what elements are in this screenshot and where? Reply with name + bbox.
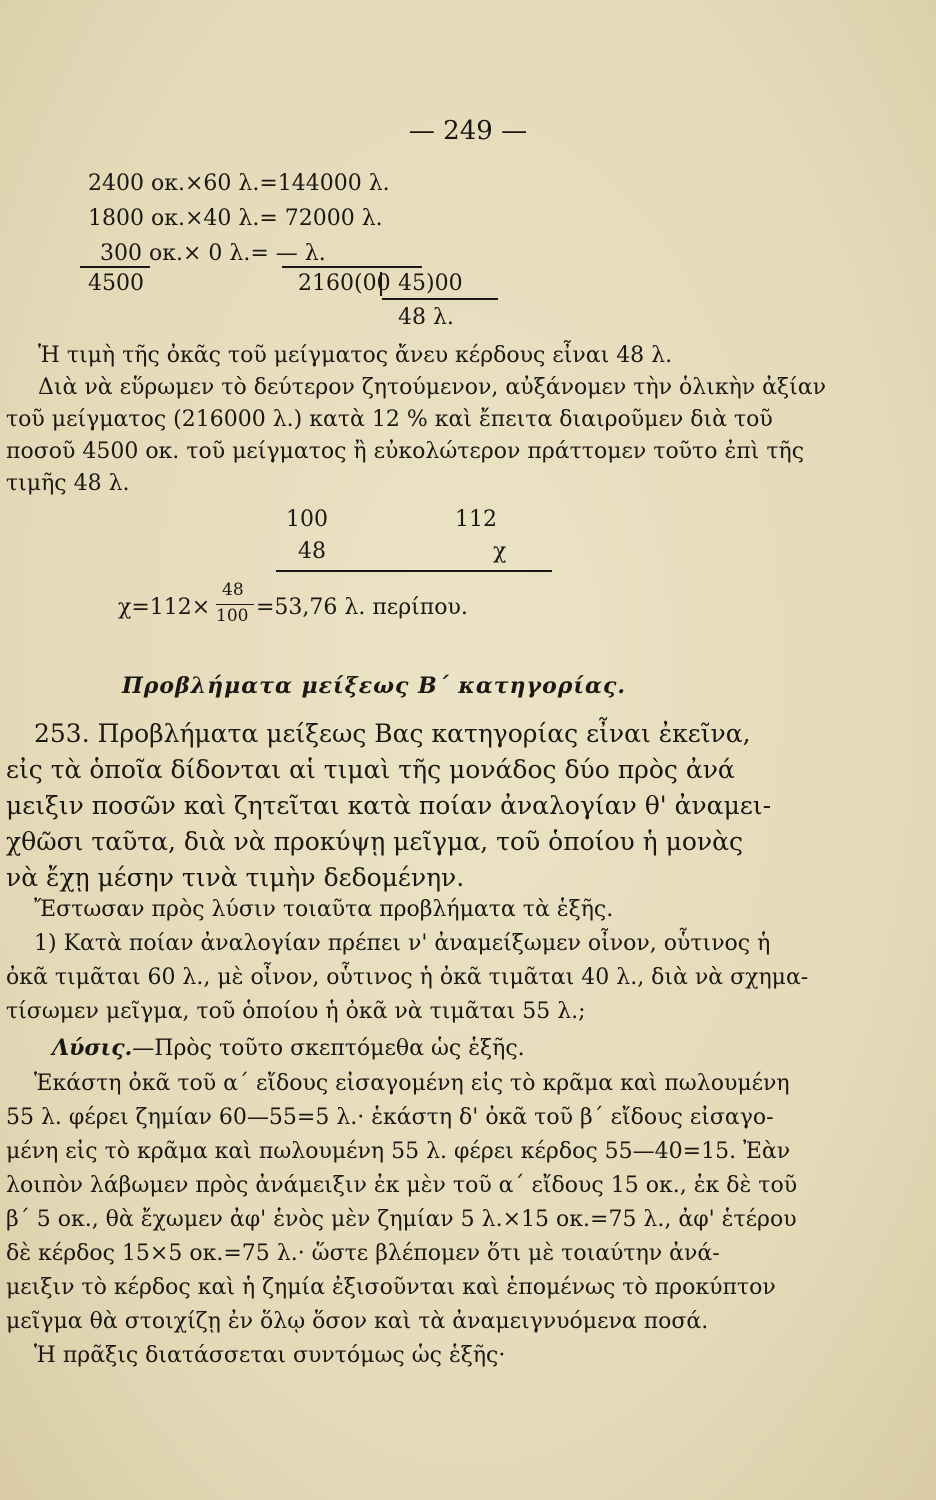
- division-vrule: [380, 272, 382, 296]
- problem1-line: τίσωμεν μεῖγμα, τοῦ ὁποίου ἡ ὀκᾶ νὰ τιμᾶται 55 λ.;: [6, 999, 586, 1024]
- proportion-c: 48: [298, 539, 326, 564]
- solution-para-line: β΄ 5 οκ., θὰ ἔχωμεν ἀφ' ἑνὸς μὲν ζημίαν 5 λ.×15 οκ.=75 λ., ἀφ' ἑτέρου: [6, 1207, 797, 1232]
- intro-line: Ἔστωσαν πρὸς λύσιν τοιαῦτα προβλήματα τὰ ἑξῆς.: [34, 897, 614, 922]
- calc-quotient: 48 λ.: [398, 305, 454, 330]
- formula-denominator: 100: [216, 606, 249, 626]
- formula-fraction-bar: [216, 604, 254, 605]
- solution-para-line: 55 λ. φέρει ζημίαν 60—55=5 λ.· ἑκάστη δ' ὀκᾶ τοῦ β΄ εἴδους εἰσαγο-: [6, 1105, 774, 1130]
- para1-line: Ἡ τιμὴ τῆς ὀκᾶς τοῦ μείγματος ἄνευ κέρδους εἶναι 48 λ.: [38, 343, 673, 368]
- proportion-b: 112: [455, 507, 497, 532]
- solution-para-line: μειξιν τὸ κέρδος καὶ ἡ ζημία ἐξισοῦνται καὶ ἑπομένως τὸ προκύπτον: [6, 1275, 776, 1300]
- para253-line: 253. Προβλήματα μείξεως Βας κατηγορίας εἶναι ἐκεῖνα,: [34, 719, 751, 748]
- para253-line: μειξιν ποσῶν καὶ ζητεῖται κατὰ ποίαν ἀναλογίαν θ' ἀναμει-: [6, 791, 772, 820]
- proportion-d: χ: [493, 539, 507, 564]
- section-heading: Προβλήματα μείξεως Β΄ κατηγορίας.: [122, 673, 627, 699]
- para1-line: τοῦ μείγματος (216000 λ.) κατὰ 12 % καὶ ἔπειτα διαιροῦμεν διὰ τοῦ: [6, 407, 773, 432]
- formula-lhs: χ=112×: [118, 595, 211, 620]
- sum-rule-right: [282, 266, 422, 268]
- page-number: — 249 —: [408, 116, 528, 146]
- calc-row-1: 2400 οκ.×60 λ.=144000 λ.: [88, 171, 390, 196]
- solution-para-line: μεῖγμα θὰ στοιχίζῃ ἐν ὅλῳ ὅσον καὶ τὰ ἀναμειγνυόμενα ποσά.: [6, 1309, 709, 1334]
- para253-line: νὰ ἔχῃ μέσην τινὰ τιμὴν δεδομένην.: [6, 863, 465, 892]
- solution-para-line: Ἑκάστη ὀκᾶ τοῦ α΄ εἴδους εἰσαγομένη εἰς τὸ κρᾶμα καὶ πωλουμένη: [34, 1071, 790, 1096]
- solution-para-line: λοιπὸν λάβωμεν πρὸς ἀνάμειξιν ἐκ μὲν τοῦ α΄ εἴδους 15 οκ., ἐκ δὲ τοῦ: [6, 1173, 798, 1198]
- para253-line: χθῶσι ταῦτα, διὰ νὰ προκύψῃ μεῖγμα, τοῦ ὁποίου ἡ μονὰς: [6, 827, 743, 856]
- problem1-line: 1) Κατὰ ποίαν ἀναλογίαν πρέπει ν' ἀναμείξωμεν οἶνον, οὗτινος ἡ: [34, 931, 771, 956]
- calc-row-3: 300 οκ.× 0 λ.= — λ.: [100, 241, 326, 266]
- problem1-line: ὀκᾶ τιμᾶται 60 λ., μὲ οἶνον, οὗτινος ἡ ὀκᾶ τιμᾶται 40 λ., διὰ νὰ σχημα-: [6, 965, 809, 990]
- formula-numerator: 48: [222, 580, 244, 600]
- para1-line: Διὰ νὰ εὕρωμεν τὸ δεύτερον ζητούμενον, αὐξάνομεν τὴν ὁλικὴν ἀξίαν: [38, 375, 826, 400]
- solution-text: —Πρὸς τοῦτο σκεπτόμεθα ὡς ἑξῆς.: [132, 1036, 525, 1061]
- formula-rhs: =53,76 λ. περίπου.: [256, 595, 468, 620]
- division-rule: [382, 298, 498, 300]
- closing-line: Ἡ πρᾶξις διατάσσεται συντόμως ὡς ἑξῆς·: [34, 1343, 506, 1368]
- solution-para-line: μένη εἰς τὸ κρᾶμα καὶ πωλουμένη 55 λ. φέρει κέρδος 55—40=15. Ἐὰν: [6, 1139, 791, 1164]
- proportion-a: 100: [286, 507, 328, 532]
- solution-para-line: δὲ κέρδος 15×5 οκ.=75 λ.· ὥστε βλέπομεν ὅτι μὲ τοιαύτην ἀνά-: [6, 1241, 720, 1266]
- para253-line: εἰς τὰ ὁποῖα δίδονται αἱ τιμαὶ τῆς μονάδος δύο πρὸς ἀνά: [6, 755, 735, 784]
- calc-total-mid: 2160(00: [298, 271, 391, 296]
- solution-label: Λύσις.: [52, 1035, 133, 1061]
- para1-line: ποσοῦ 4500 οκ. τοῦ μείγματος ἢ εὐκολώτερον πράττομεν τοῦτο ἐπὶ τῆς: [6, 439, 805, 464]
- solution-line: [52, 1034, 525, 1063]
- sum-rule-left: [80, 266, 150, 268]
- calc-row-2: 1800 οκ.×40 λ.= 72000 λ.: [88, 206, 383, 231]
- calc-total-left: 4500: [88, 271, 144, 296]
- para1-line: τιμῆς 48 λ.: [6, 471, 130, 496]
- proportion-rule: [276, 570, 552, 572]
- calc-divisor: 45)00: [398, 271, 463, 296]
